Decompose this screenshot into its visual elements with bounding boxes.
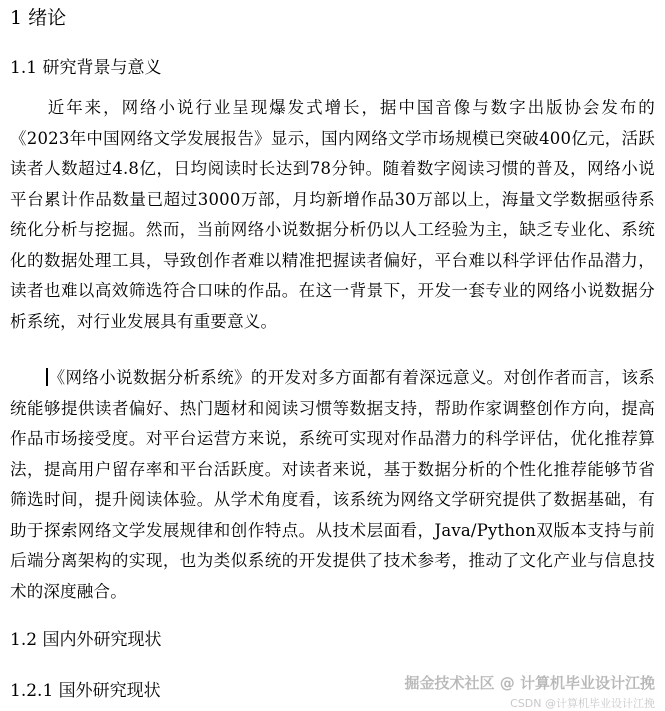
watermark-main-text: 掘金技术社区 @ 计算机毕业设计江挽 [404, 674, 655, 692]
watermark [405, 672, 655, 711]
watermark-sub-text: CSDN @计算机毕业设计江挽 [510, 697, 655, 710]
text-cursor [46, 368, 48, 386]
paragraph-background [10, 93, 655, 337]
section-heading-1-2: 1.2 国内外研究现状 [10, 630, 162, 650]
paragraph-significance [10, 363, 655, 607]
chapter-heading: 1 绪论 [10, 7, 67, 29]
subsection-heading-1-2-1: 1.2.1 国外研究现状 [10, 681, 161, 701]
section-heading-1-1: 1.1 研究背景与意义 [10, 58, 162, 78]
paragraph-1-text: 近年来，网络小说行业呈现爆发式增长，据中国音像与数字出版协会发布的《2023年中国网络文学发展报告》显示，国内网络文学市场规模已突破400亿元，活跃读者人数超过4.8亿，日均阅读时长达到78分钟。随着数字阅读习惯的普及，网络小说平台累计作品数量已超过3000万部，月均新增作品30万部以上，海量文学数据亟待系统化分析与挖掘。然而，当前网络小说数据分析仍以人工经验为主，缺乏专业化、系统化的数据处理工具，导致创作者难以精准把握读者偏好，平台难以科学评估作品潜力，读者也难以高效筛选符合口味的作品。在这一背景下，开发一套专业的网络小说数据分析系统，对行业发展具有重要意义。 [10, 98, 655, 331]
paragraph-2-text: 《网络小说数据分析系统》的开发对多方面都有着深远意义。对创作者而言，该系统能够提供读者偏好、热门题材和阅读习惯等数据支持，帮助作家调整创作方向，提高作品市场接受度。对平台运营方来说，系统可实现对作品潜力的科学评估，优化推荐算法，提高用户留存率和平台活跃度。对读者来说，基于数据分析的个性化推荐能够节省筛选时间，提升阅读体验。从学术角度看，该系统为网络文学研究提供了数据基础，有助于探索网络文学发展规律和创作特点。从技术层面看，Java/Python双版本支持与前后端分离架构的实现，也为类似系统的开发提供了技术参考，推动了文化产业与信息技术的深度融合。 [10, 368, 655, 601]
